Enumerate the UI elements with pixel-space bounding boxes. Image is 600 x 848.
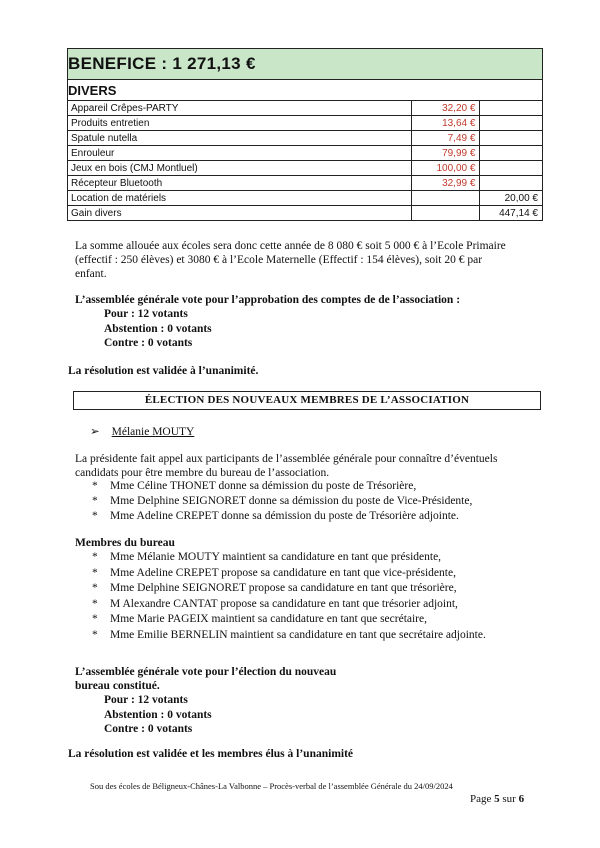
asterisk-bullet-icon: * <box>92 613 98 625</box>
asterisk-bullet-icon: * <box>92 582 98 594</box>
vote2-heading-line: bureau constitué. <box>75 680 160 692</box>
list-item-text: Mme Emilie BERNELIN maintient sa candidature en tant que secrétaire adjointe. <box>110 628 486 641</box>
table-row <box>68 146 543 161</box>
income-value <box>480 176 543 191</box>
vote-pour: Pour : 12 votants <box>104 694 188 706</box>
allocation-line: La somme allouée aux écoles sera donc cette année de 8 080 € soit 5 000 € à l’Ecole Primaire <box>75 240 506 252</box>
resignation-list <box>92 479 472 524</box>
divers-heading: DIVERS <box>68 80 543 101</box>
income-value <box>480 146 543 161</box>
item-label: Jeux en bois (CMJ Montluel) <box>68 161 412 176</box>
income-value: 447,14 € <box>480 206 543 221</box>
asterisk-bullet-icon: * <box>92 628 98 641</box>
item-label: Produits entretien <box>68 116 412 131</box>
expense-value: 32,20 € <box>412 101 480 116</box>
item-label: Gain divers <box>68 206 412 221</box>
finance-table <box>67 48 543 221</box>
footer-text: Sou des écoles de Béligneux-Chânes-La Valbonne – Procès-verbal de l’assemblée Générale du 24/09/2024 <box>90 781 453 791</box>
allocation-paragraph <box>75 239 545 281</box>
income-value: 20,00 € <box>480 191 543 206</box>
page-sep: sur <box>502 793 516 805</box>
allocation-line: (effectif : 250 élèves) et 3080 € à l’Ecole Maternelle (Effectif : 154 élèves), soit 20 € par <box>75 254 483 266</box>
item-label: Appareil Crêpes-PARTY <box>68 101 412 116</box>
vote-result: La résolution est validée à l’unanimité. <box>68 365 259 377</box>
asterisk-bullet-icon: * <box>92 566 98 579</box>
expense-value: 32,99 € <box>412 176 480 191</box>
benefice-total: BENEFICE : 1 271,13 € <box>68 49 543 80</box>
list-item <box>92 479 472 494</box>
list-item-text: Mme Mélanie MOUTY maintient sa candidature en tant que présidente, <box>110 551 442 563</box>
asterisk-bullet-icon: * <box>92 510 98 522</box>
vote-pour: Pour : 12 votants <box>104 308 188 320</box>
income-value <box>480 131 543 146</box>
list-item <box>92 581 486 597</box>
list-item <box>92 612 486 628</box>
income-value <box>480 101 543 116</box>
benefice-row <box>68 49 543 80</box>
intro-line: La présidente fait appel aux participants de l’assemblée générale pour connaître d’éventuels <box>75 453 498 465</box>
vote-result: La résolution est validée et les membres élus à l’unanimité <box>68 748 354 760</box>
page-total: 6 <box>518 793 525 805</box>
expense-value: 100,00 € <box>412 161 480 176</box>
income-value <box>480 161 543 176</box>
list-item-text: Mme Céline THONET donne sa démission du poste de Trésorière, <box>110 480 417 492</box>
item-label: Location de matériels <box>68 191 412 206</box>
divers-header-row <box>68 80 543 101</box>
expense-value <box>412 206 480 221</box>
bureau-list <box>92 550 486 643</box>
table-row <box>68 176 543 191</box>
asterisk-bullet-icon: * <box>92 480 98 492</box>
vote-abstention: Abstention : 0 votants <box>104 709 212 721</box>
vote-contre: Contre : 0 votants <box>104 337 193 349</box>
list-item <box>92 628 486 644</box>
table-row <box>68 191 543 206</box>
vote-heading: L’assemblée générale vote pour l’approbation des comptes de de l’association : <box>75 294 461 306</box>
vote-abstention: Abstention : 0 votants <box>104 323 212 335</box>
income-value <box>480 116 543 131</box>
expense-value: 79,99 € <box>412 146 480 161</box>
arrow-bullet-icon: ➢ <box>90 426 100 438</box>
page-number <box>470 793 524 805</box>
item-label: Spatule nutella <box>68 131 412 146</box>
table-row <box>68 116 543 131</box>
asterisk-bullet-icon: * <box>92 597 98 610</box>
list-item <box>92 550 486 566</box>
list-item-text: M Alexandre CANTAT propose sa candidature en tant que trésorier adjoint, <box>110 597 458 610</box>
candidate-name: Mélanie MOUTY <box>111 426 195 438</box>
expense-value: 7,49 € <box>412 131 480 146</box>
list-item-text: Mme Marie PAGEIX maintient sa candidature en tant que secrétaire, <box>110 613 427 625</box>
list-item-text: Mme Delphine SEIGNORET donne sa démission du poste de Vice-Présidente, <box>110 495 473 507</box>
list-item <box>92 494 472 509</box>
item-label: Récepteur Bluetooth <box>68 176 412 191</box>
candidate-bullet <box>90 425 194 439</box>
page-word: Page <box>470 793 492 805</box>
table-row <box>68 101 543 116</box>
intro-line: candidats pour être membre du bureau de l’association. <box>75 467 330 479</box>
bureau-heading: Membres du bureau <box>75 537 175 549</box>
expense-value: 13,64 € <box>412 116 480 131</box>
vote-contre: Contre : 0 votants <box>104 723 193 735</box>
table-row <box>68 161 543 176</box>
list-item-text: Mme Adeline CREPET propose sa candidature en tant que vice-présidente, <box>110 566 456 579</box>
list-item <box>92 597 486 613</box>
list-item-text: Mme Delphine SEIGNORET propose sa candidature en tant que trésorière, <box>110 582 457 594</box>
asterisk-bullet-icon: * <box>92 551 98 563</box>
table-row <box>68 206 543 221</box>
asterisk-bullet-icon: * <box>92 495 98 507</box>
table-row <box>68 131 543 146</box>
section-title: ÉLECTION DES NOUVEAUX MEMBRES DE L’ASSOCIATION <box>73 391 541 410</box>
list-item-text: Mme Adeline CREPET donne sa démission du poste de Trésorière adjointe. <box>110 510 459 522</box>
page-current: 5 <box>494 793 500 805</box>
election-intro <box>75 452 497 480</box>
vote2-heading-line: L’assemblée générale vote pour l’élection du nouveau <box>75 666 337 678</box>
expense-value <box>412 191 480 206</box>
item-label: Enrouleur <box>68 146 412 161</box>
allocation-line: enfant. <box>75 268 107 280</box>
list-item <box>92 509 472 524</box>
list-item <box>92 566 486 582</box>
